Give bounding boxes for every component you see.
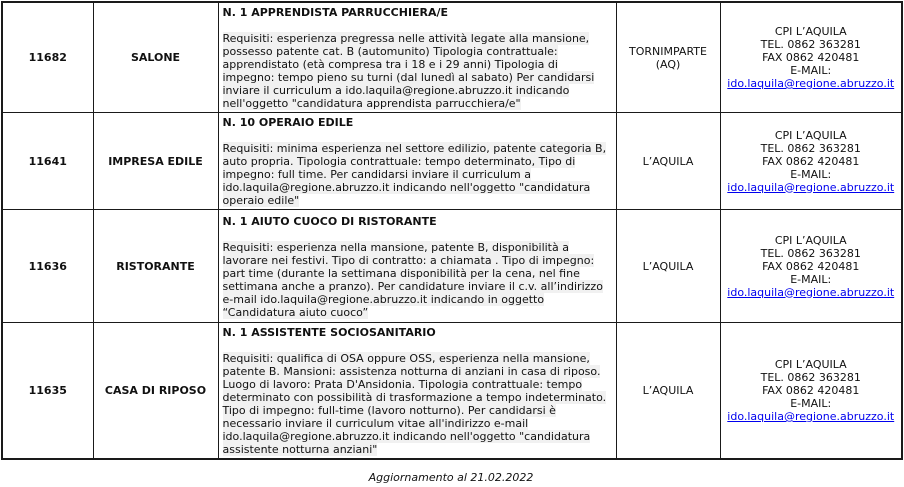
job-title: N. 1 ASSISTENTE SOCIOSANITARIO xyxy=(222,326,436,339)
contact-fax: FAX 0862 420481 xyxy=(762,51,860,64)
table-row xyxy=(2,210,902,323)
contact-email-label: E-MAIL: xyxy=(790,272,832,286)
job-location: L’AQUILA xyxy=(616,210,720,323)
job-title: N. 1 APPRENDISTA PARRUCCHIERA/E xyxy=(222,6,449,19)
table-row xyxy=(2,323,902,460)
contact-cell xyxy=(720,2,902,113)
contact-email-link[interactable]: ido.laquila@regione.abruzzo.it xyxy=(727,77,895,90)
contact-email-link[interactable]: ido.laquila@regione.abruzzo.it xyxy=(727,285,895,299)
contact-tel: TEL. 0862 363281 xyxy=(760,246,861,260)
job-location: TORNIMPARTE (AQ) xyxy=(616,2,720,113)
company-name: SALONE xyxy=(93,2,218,113)
job-title: N. 1 AIUTO CUOCO DI RISTORANTE xyxy=(222,214,437,228)
job-requirements: Requisiti: esperienza nella mansione, patente B, disponibilità a lavorare nei festivi. Tipo di contratto: a chiamata . Tipo di impegno: part time (durante la settimana disponibilità per la cena, nel fine settimana anche a pranzo). Per candidature inviare il c.v. all’indirizzo e-mail ido.laquila@regione.abruzzo.it indicando in oggetto “Candidatura aiuto cuoco” xyxy=(222,240,603,319)
job-id: 11636 xyxy=(2,210,93,323)
job-title: N. 10 OPERAIO EDILE xyxy=(222,116,354,129)
job-location: L’AQUILA xyxy=(616,113,720,210)
job-requirements: Requisiti: qualifica di OSA oppure OSS, esperienza nella mansione, patente B. Mansioni: assistenza notturna di anziani in casa di riposo. Luogo di lavoro: Prata D'Ansidonia. Tipologia contrattuale: tempo determinato con possibilità di trasformazione a tempo indeterminato. Tipo di impegno: full-time (lavoro notturno). Per candidarsi è necessario inviare il curriculum vitae all'indirizzo e-mail ido.laquila@regione.abruzzo.it indicando nell'oggetto "candidatura assistente notturna anziani" xyxy=(222,352,607,456)
job-listings-page xyxy=(0,1,904,487)
company-name: IMPRESA EDILE xyxy=(93,113,218,210)
contact-office: CPI L’AQUILA xyxy=(774,25,847,38)
job-requirements: Requisiti: esperienza pregressa nelle attività legate alla mansione, possesso patente cat. B (automunito) Tipologia contrattuale: apprendistato (età compresa tra i 18 e i 29 anni) Tipologia di impegno: tempo pieno su turni (dal lunedì al sabato) Per candidarsi inviare il curriculum a ido.laquila@regione.abruzzo.it indicando nell'oggetto "candidatura apprendista parrucchiera/e" xyxy=(222,32,595,110)
job-id: 11682 xyxy=(2,2,93,113)
job-description-cell xyxy=(218,2,616,113)
contact-email-link[interactable]: ido.laquila@regione.abruzzo.it xyxy=(727,410,895,423)
contact-fax: FAX 0862 420481 xyxy=(762,154,860,168)
contact-email-label: E-MAIL: xyxy=(790,167,832,181)
job-requirements: Requisiti: minima esperienza nel settore edilizio, patente categoria B, auto propria. Tipologia contrattuale: tempo determinato, Tipo di impegno: full time. Per candidarsi inviare il curriculum a ido.laquila@regione.abruzzo.it indicando nell'oggetto "candidatura operaio edile" xyxy=(222,142,607,207)
job-id: 11641 xyxy=(2,113,93,210)
contact-cell xyxy=(720,323,902,460)
contact-cell xyxy=(720,210,902,323)
contact-fax: FAX 0862 420481 xyxy=(762,384,860,397)
table-row xyxy=(2,2,902,113)
job-location: L’AQUILA xyxy=(616,323,720,460)
contact-cell xyxy=(720,113,902,210)
job-description-cell xyxy=(218,210,616,323)
contact-office: CPI L’AQUILA xyxy=(774,358,847,371)
table-row xyxy=(2,113,902,210)
company-name: RISTORANTE xyxy=(93,210,218,323)
job-description-cell xyxy=(218,323,616,460)
contact-email-link[interactable]: ido.laquila@regione.abruzzo.it xyxy=(727,180,895,194)
update-date-note: Aggiornamento al 21.02.2022 xyxy=(368,471,534,484)
contact-email-label: E-MAIL: xyxy=(790,64,832,77)
job-description-cell xyxy=(218,113,616,210)
contact-office: CPI L’AQUILA xyxy=(774,233,847,247)
contact-office: CPI L’AQUILA xyxy=(774,128,847,142)
job-id: 11635 xyxy=(2,323,93,460)
contact-fax: FAX 0862 420481 xyxy=(762,259,860,273)
contact-tel: TEL. 0862 363281 xyxy=(760,371,861,384)
contact-tel: TEL. 0862 363281 xyxy=(760,38,861,51)
contact-email-label: E-MAIL: xyxy=(790,397,832,410)
job-listings-table xyxy=(1,1,903,460)
contact-tel: TEL. 0862 363281 xyxy=(760,141,861,155)
company-name: CASA DI RIPOSO xyxy=(93,323,218,460)
